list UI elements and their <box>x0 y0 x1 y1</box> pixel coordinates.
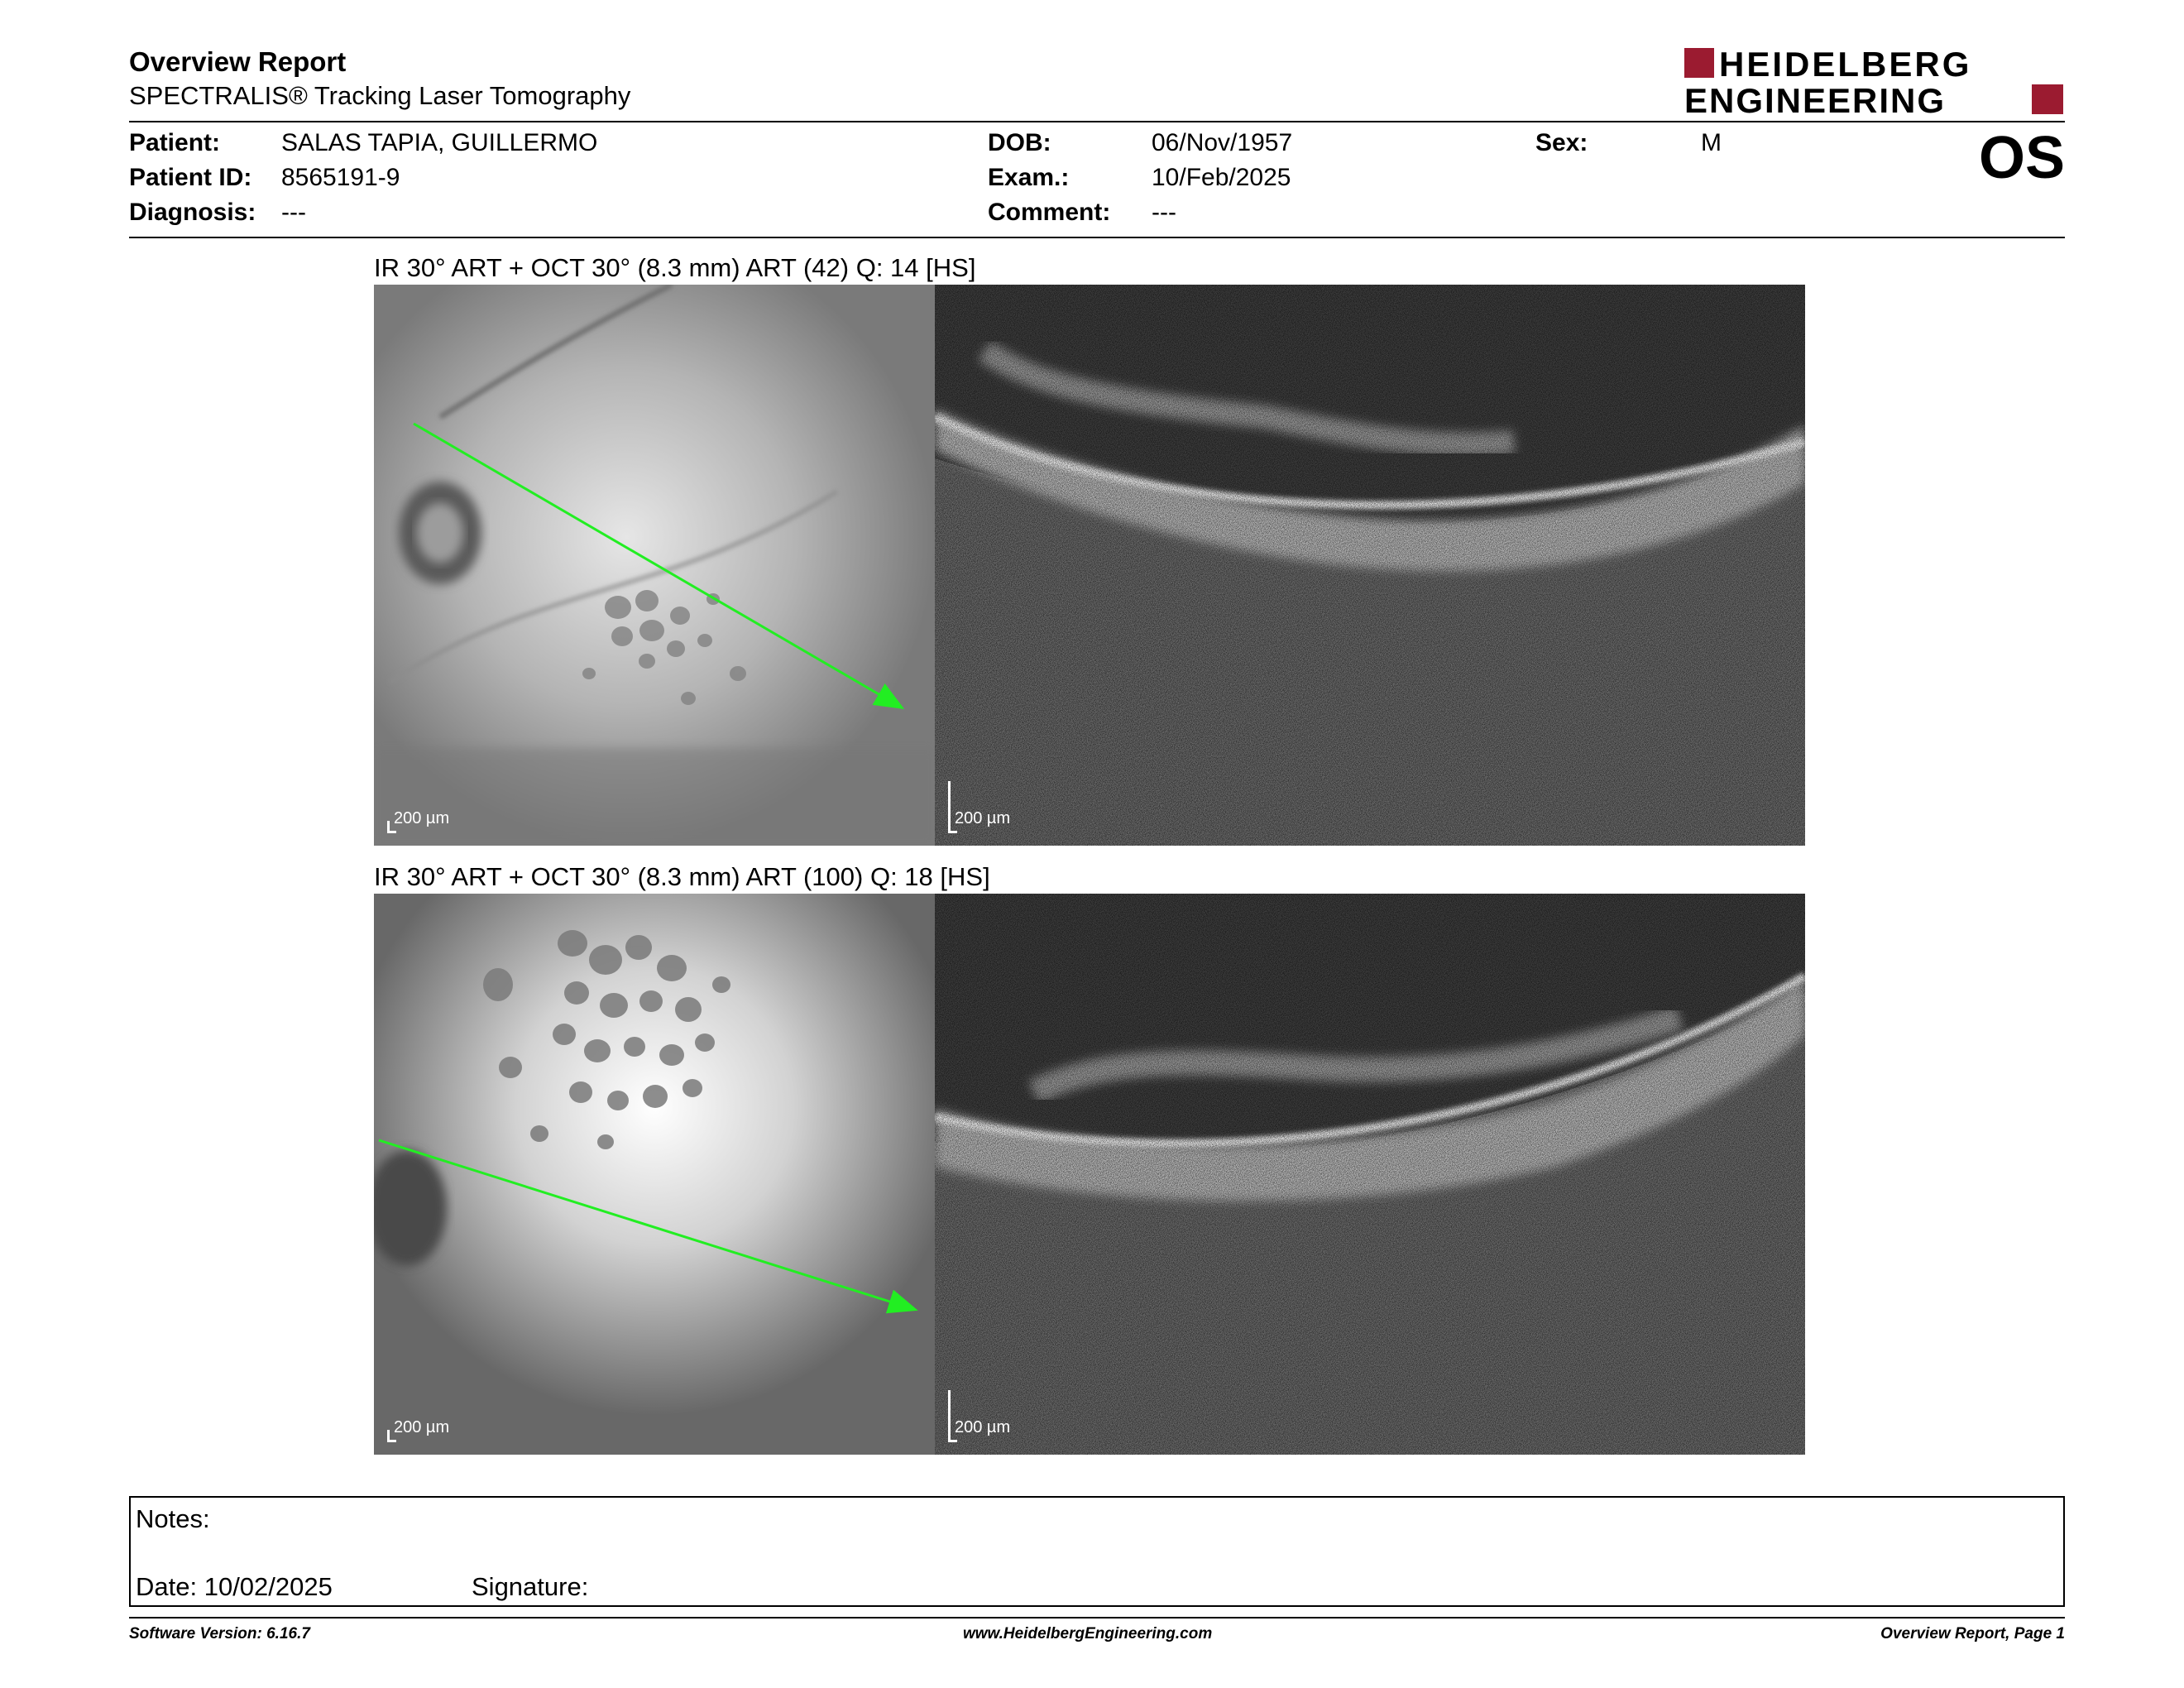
patient-id-label: Patient ID: <box>129 164 252 191</box>
comment-label: Comment: <box>988 199 1111 226</box>
patient-label: Patient: <box>129 129 221 156</box>
patient-id: 8565191-9 <box>281 164 400 191</box>
header-divider <box>129 121 2065 122</box>
scan-1-oct-bscan <box>935 285 1805 846</box>
scan-2-oct-bscan <box>935 894 1805 1455</box>
patient-name: SALAS TAPIA, GUILLERMO <box>281 129 598 156</box>
scan-1-fundus-image <box>374 285 935 846</box>
sex-value: M <box>1701 129 1722 156</box>
notes-label: Notes: <box>136 1504 210 1533</box>
exam-value: 10/Feb/2025 <box>1152 164 1291 191</box>
diagnosis-value: --- <box>281 199 306 226</box>
software-version: Software Version: 6.16.7 <box>129 1625 310 1642</box>
scan-2-fundus-scale: 200 µm <box>394 1418 450 1436</box>
page-number: Overview Report, Page 1 <box>1880 1625 2065 1642</box>
svg-text:ENGINEERING: ENGINEERING <box>1684 81 1947 116</box>
footer-divider <box>129 1617 2065 1618</box>
report-subtitle: SPECTRALIS® Tracking Laser Tomography <box>129 81 631 110</box>
comment-value: --- <box>1152 199 1176 226</box>
diagnosis-label: Diagnosis: <box>129 199 256 226</box>
scan-1-oct-scale: 200 µm <box>955 809 1011 827</box>
dob-value: 06/Nov/1957 <box>1152 129 1293 156</box>
heidelberg-logo <box>1684 46 2065 116</box>
report-title: Overview Report <box>129 46 347 77</box>
signature-label: Signature: <box>472 1572 589 1601</box>
scan-2-title: IR 30° ART + OCT 30° (8.3 mm) ART (100) Q: 18 [HS] <box>374 862 990 891</box>
scan-1-title: IR 30° ART + OCT 30° (8.3 mm) ART (42) Q: 14 [HS] <box>374 253 976 282</box>
website-link[interactable]: www.HeidelbergEngineering.com <box>963 1625 1213 1642</box>
sex-label: Sex: <box>1535 129 1588 156</box>
notes-box <box>129 1496 2065 1607</box>
scan-2-oct-scale: 200 µm <box>955 1418 1011 1436</box>
notes-date: Date: 10/02/2025 <box>136 1572 333 1601</box>
exam-label: Exam.: <box>988 164 1070 191</box>
svg-text:HEIDELBERG: HEIDELBERG <box>1719 46 1972 84</box>
eye-side: OS <box>1978 125 2065 191</box>
scan-1-fundus-scale: 200 µm <box>394 809 450 827</box>
patient-divider <box>129 237 2065 238</box>
dob-label: DOB: <box>988 129 1051 156</box>
scan-2-fundus-image <box>374 894 935 1455</box>
